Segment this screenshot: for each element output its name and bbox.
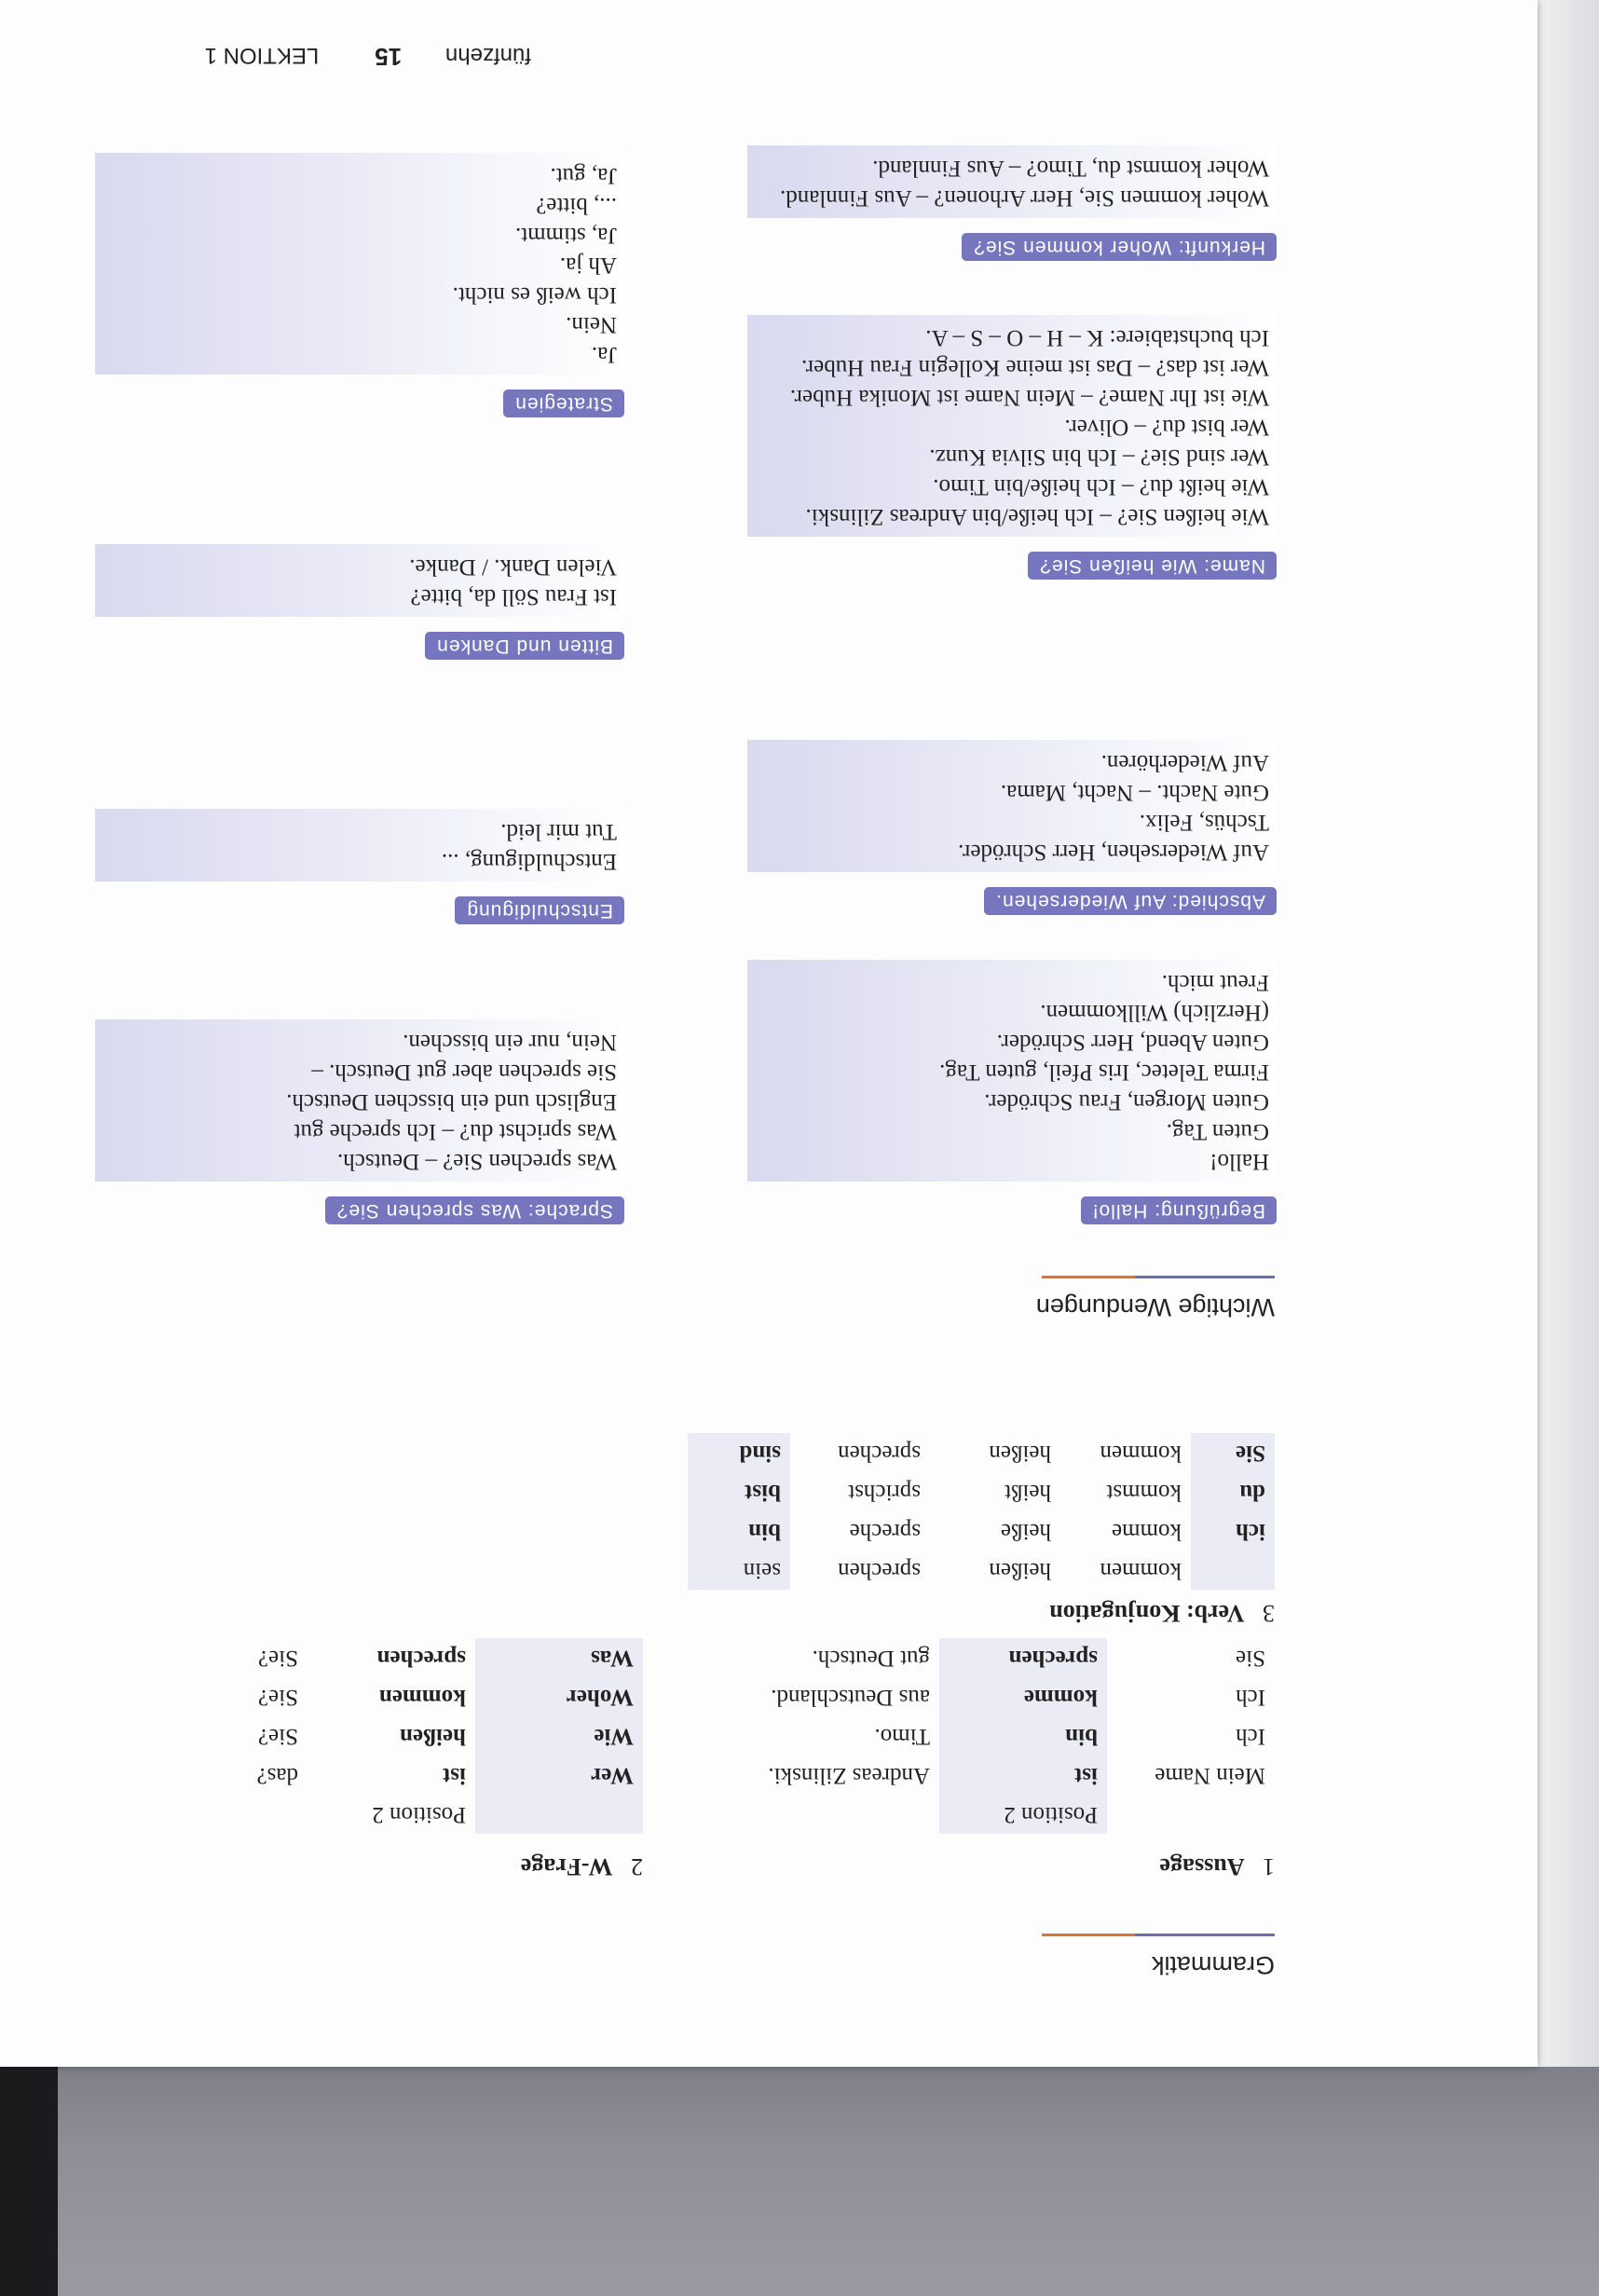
block-herkunft: Woher kommen Sie, Herr Arhonen? – Aus Finnland. Woher kommst du, Timo? – Aus Finnland. (747, 145, 1277, 218)
label-bitten: Bitten und Danken (425, 632, 624, 660)
block-strategien: Ja. Nein. Ich weiß es nicht. Ah ja. Ja, stimmt. ..., bitte? Ja, gut. (95, 153, 624, 375)
subsection-label: Verb: Konjugation (1049, 1600, 1245, 1627)
label-begruessung: Begrüßung: Hallo! (1081, 1196, 1277, 1224)
label-entschuldigung: Entschuldigung (455, 896, 624, 924)
konjugation-table (688, 1433, 1275, 1590)
subsection-number: 1 (1263, 1853, 1275, 1880)
table-row: Mein Name ist Andreas Zilinski. (641, 1756, 1275, 1795)
label-abschied: Abschied: Auf Wiedersehen. (984, 887, 1277, 915)
table-row: Ich komme aus Deutschland. (641, 1677, 1275, 1716)
section-rule (1042, 1934, 1275, 1936)
footer-page-number: 15 (375, 43, 403, 71)
page-edge (1538, 0, 1599, 2067)
section-title-grammatik: Grammatik (1151, 1951, 1275, 1979)
scanner-dark-strip (0, 2050, 58, 2296)
label-herkunft: Herkunft: Woher kommen Sie? (962, 233, 1277, 261)
block-begruessung: Hallo! Guten Tag. Guten Morgen, Frau Schröder. Firma Teletec, Iris Pfeil, guten Tag. Guten Abend, Herr Schröder. (Herzlich) Willkommen. Freut mich. (747, 960, 1277, 1182)
table-row: Wer ist das? (177, 1756, 643, 1795)
subsection-aussage (1159, 1852, 1275, 1880)
page-footer (205, 42, 531, 71)
table-row: Woher kommen Sie? (177, 1677, 643, 1716)
scanner-background (0, 2050, 1599, 2296)
table-row: ich komme heiße spreche bin (688, 1511, 1275, 1551)
footer-page-word: fünfzehn (444, 43, 531, 68)
position2-header: Position 2 (372, 1802, 466, 1827)
block-abschied: Auf Wiedersehen, Herr Schröder. Tschüs, Felix. Gute Nacht. – Nacht, Mama. Auf Wiederhören. (747, 740, 1277, 872)
block-entschuldigung: Entschuldigung, ... Tut mir leid. (95, 809, 624, 882)
label-strategien: Strategien (503, 390, 624, 417)
block-sprache: Was sprechen Sie? – Deutsch. Was sprichst du? – Ich spreche gut Englisch und ein bisschen Deutsch. Sie sprechen aber gut Deutsch. – Nein, nur ein bisschen. (95, 1019, 624, 1182)
position2-header: Position 2 (939, 1795, 1107, 1834)
footer-lektion: LEKTION 1 (204, 43, 320, 68)
subsection-label: W-Frage (520, 1853, 613, 1880)
block-bitten: Ist Frau Söll da, bitte? Vielen Dank. / Danke. (95, 544, 624, 617)
subsection-label: Aussage (1159, 1853, 1245, 1880)
table-row: du kommst heißt sprichst bist (688, 1472, 1275, 1511)
subsection-number: 3 (1263, 1600, 1275, 1627)
label-sprache: Sprache: Was sprechen Sie? (325, 1196, 624, 1224)
aussage-table (641, 1638, 1275, 1834)
wfrage-table (177, 1638, 643, 1834)
table-row: Ich bin Timo. (641, 1716, 1275, 1756)
table-row: Was sprechen Sie? (177, 1638, 643, 1677)
subsection-number: 2 (631, 1853, 643, 1880)
table-row: Sie sprechen gut Deutsch. (641, 1638, 1275, 1677)
block-name: Wie heißen Sie? – Ich heiße/bin Andreas Zilinski. Wie heißt du? – Ich heiße/bin Timo. Wer sind Sie? – Ich bin Silvia Kunz. Wer bist du? – Oliver. Wie ist Ihr Name? – Mein Name ist Monika Huber. Wer ist das? – Das ist meine Kollegin Frau Huber. Ich buchstabiere: K – H – O – S – A. (747, 315, 1277, 537)
subsection-wfrage (521, 1852, 643, 1880)
table-row: Sie kommen heißen sprechen sind (688, 1433, 1275, 1472)
label-name: Name: Wie heißen Sie? (1028, 552, 1277, 580)
subsection-konjugation (1049, 1599, 1275, 1627)
table-row: Wie heißen Sie? (177, 1716, 643, 1756)
section-title-wendungen: Wichtige Wendungen (1035, 1293, 1275, 1321)
section-rule (1042, 1276, 1275, 1278)
table-header-row: kommen heißen sprechen sein (688, 1551, 1275, 1590)
